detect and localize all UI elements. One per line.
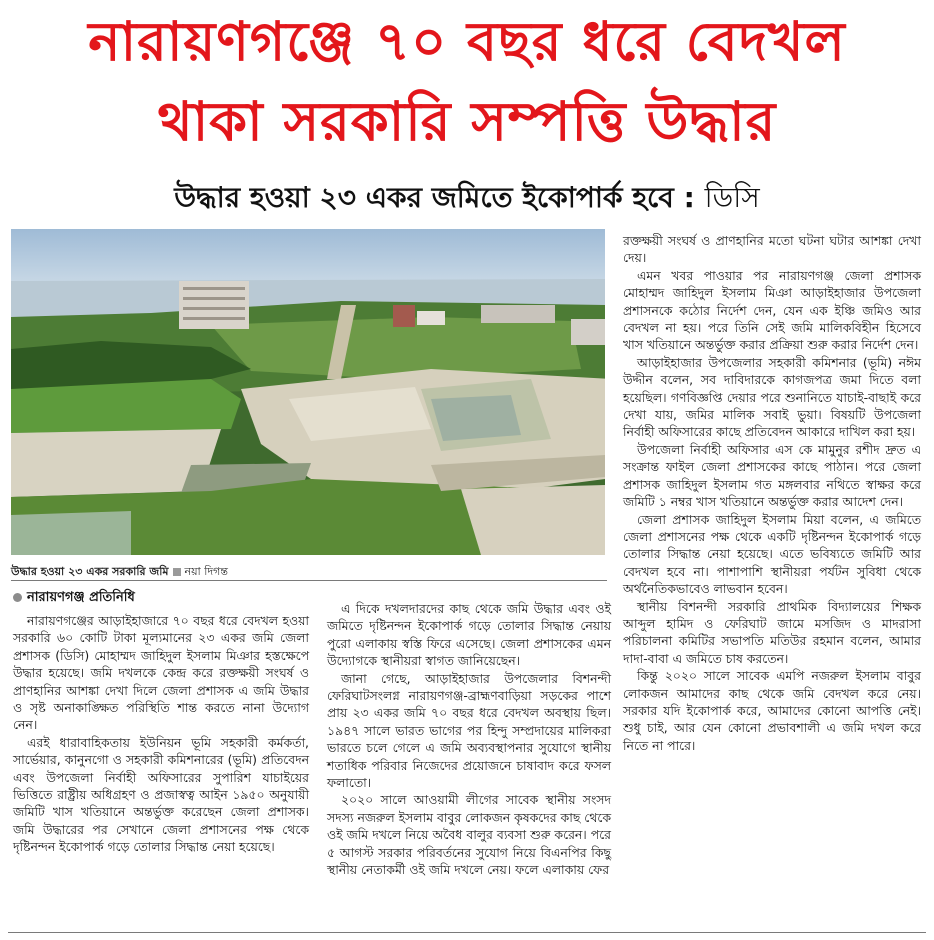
aerial-land-photo	[11, 229, 605, 555]
paragraph: এ দিকে দখলদারদের কাছ থেকে জমি উদ্ধার এবং ওই জমিতে দৃষ্টিনন্দন ইকোপার্ক গড়ে তোলার সিদ্ধান্ত নেয়ায় পুরো এলাকায় স্বস্তি ফিরে এসেছে। জেলা প্রশাসকের এমন উদ্যোগকে স্থানীয়রা স্বাগত জানিয়েছেন।	[327, 601, 611, 669]
paragraph: রক্তক্ষয়ী সংঘর্ষ ও প্রাণহানির মতো ঘটনা ঘটার আশঙ্কা দেখা দেয়।	[623, 233, 921, 266]
headline-line-1: নারায়ণগঞ্জে ৭০ বছর ধরে বেদখল	[88, 10, 846, 73]
paragraph: জানা গেছে, আড়াইহাজার উপজেলার বিশনন্দী ফেরিঘাটসংলগ্ন নারায়ণগঞ্জ-ব্রাহ্মণবাড়িয়া সড়কের পাশে প্রায় ২৩ একর জমি ৭০ বছর ধরে বেদখল অবস্থায় ছিল। ১৯৪৭ সালে ভারত ভাগের পর হিন্দু সম্প্রদায়ের মালিকরা ভারতে চলে গেলে এ জমি অব্যবস্থাপনার সুযোগে স্থানীয় শতাধিক পরিবার নিজেদের প্রয়োজনে চাষাবাদ করে ফসল ফলাতো।	[327, 670, 611, 791]
paragraph: উপজেলা নির্বাহী অফিসার এস কে মামুনুর রশীদ দ্রুত এ সংক্রান্ত ফাইল জেলা প্রশাসকের কাছে পাঠান। পরে জেলা প্রশাসক জাহিদুল ইসলাম গত মঙ্গলবার নথিতে স্বাক্ষর করে জমিটি ১ নম্বর খাস খতিয়ানে অন্তর্ভুক্ত করার আদেশ দেন।	[623, 441, 921, 510]
paragraph: আড়াইহাজার উপজেলার সহকারী কমিশনার (ভূমি) নঈম উদ্দীন বলেন, সব দাবিদারকে কাগজপত্র জমা দিতে বলা হয়েছিল। গণবিজ্ঞপ্তি দেয়ার পরে শুনানিতে যাচাই-বাছাই করে দেখা যায়, জমির মালিক সবাই ভুয়া। বিষয়টি উপজেলা নির্বাহী অফিসারের কাছে প্রতিবেদন আকারে দাখিল করা হয়।	[623, 354, 921, 440]
subheadline	[8, 176, 926, 223]
byline	[13, 588, 313, 609]
photo-caption-text: উদ্ধার হওয়া ২৩ একর সরকারি জমি	[11, 565, 169, 578]
byline-text: নারায়ণগঞ্জ প্রতিনিধি	[27, 590, 135, 605]
paragraph: জেলা প্রশাসক জাহিদুল ইসলাম মিয়া বলেন, এ জমিতে জেলা প্রশাসনের পক্ষ থেকে একটি দৃষ্টিনন্দন ইকোপার্ক গড়ে তোলার সিদ্ধান্ত নেয়া হয়েছে। এতে ভবিষ্যতে জমিটি আর বেদখল হবে না। পাশাপাশি স্থানীয়রা পর্যটন সুবিধা থেকে অর্থনৈতিকভাবেও লাভবান হবেন।	[623, 511, 921, 597]
article-photo	[11, 229, 605, 555]
headline-line-2: থাকা সরকারি সম্পত্তি উদ্ধার	[157, 90, 777, 153]
paragraph: এমন খবর পাওয়ার পর নারায়ণগঞ্জ জেলা প্রশাসক মোহাম্মদ জাহিদুল ইসলাম মিঞা আড়াইহাজার উপজেলা প্রশাসনকে কঠোর নির্দেশ দেন, যেন এক ইঞ্চি জমিও আর বেদখল না হয়। পরে তিনি সেই জমি মালিকবিহীন হিসেবে খাস খতিয়ানে অন্তর্ভুক্ত করার প্রক্রিয়া শুরু করার নির্দেশ দেন।	[623, 267, 921, 353]
paragraph: কিন্তু ২০২০ সালে সাবেক এমপি নজরুল ইসলাম বাবুর লোকজন আমাদের কাছ থেকে জমি বেদখল করে নেয়। সরকার যদি ইকোপার্ক করে, আমাদের কোনো আপত্তি নেই। শুধু চাই, আর যেন কোনো প্রভাবশালী এ জমি দখল করে নিতে না পারে।	[623, 668, 921, 753]
subheadline-text: উদ্ধার হওয়া ২৩ একর জমিতে ইকোপার্ক হবে :	[174, 181, 695, 214]
caption-divider	[11, 580, 607, 581]
article-column-2	[327, 600, 611, 879]
paragraph: স্থানীয় বিশনন্দী সরকারি প্রাথমিক বিদ্যালয়ের শিক্ষক আব্দুল হামিদ ও ফেরিঘাট জামে মসজিদ ও মাদরাসা পরিচালনা কমিটির সভাপতি মতিউর রহমান বলেন, আমার দাদা-বাবা এ জমিতে চাষ করতেন।	[623, 598, 921, 666]
photo-credit: নয়া দিগন্ত	[184, 565, 228, 578]
paragraph: এরই ধারাবাহিকতায় ইউনিয়ন ভূমি সহকারী কর্মকর্তা, সার্ভেয়ার, কানুনগো ও সহকারী কমিশনারের (ভূমি) প্রতিবেদন এবং উপজেলা নির্বাহী অফিসারের সুপারিশ যাচাইয়ের ভিত্তিতে রাষ্ট্রীয় অধিগ্রহণ ও প্রজাস্বত্ব আইন ১৯৫০ অনুযায়ী জমিটি খাস খতিয়ানে অন্তর্ভুক্ত করেছেন জেলা প্রশাসক। জমি উদ্ধারের পর সেখানে জেলা প্রশাসনের পক্ষ থেকে দৃষ্টিনন্দন ইকোপার্ক গড়ে তোলার সিদ্ধান্ত নেয়া হয়েছে।	[13, 734, 309, 855]
bottom-rule	[8, 932, 926, 933]
paragraph: ২০২০ সালে আওয়ামী লীগের সাবেক স্থানীয় সংসদ সদস্য নজরুল ইসলাম বাবুর লোকজন কৃষকদের কাছ থেকে ওই জমি দখলে নিয়ে অবৈধ বালুর ব্যবসা শুরু করেন। পরে ৫ আগস্ট সরকার পরিবর্তনের সুযোগ নিয়ে বিএনপির কিছু স্থানীয় নেতাকর্মী ওই জমি দখলে নেয়। ফলে এলাকায় ফের	[327, 792, 611, 878]
subheadline-speaker: ডিসি	[704, 181, 760, 214]
article-column-3	[623, 232, 921, 754]
caption-separator-square-icon	[173, 568, 181, 576]
paragraph: নারায়ণগঞ্জের আড়াইহাজারে ৭০ বছর ধরে বেদখল হওয়া সরকারি ৬০ কোটি টাকা মূল্যমানের ২৩ একর জমি জেলা প্রশাসক (ডিসি) মোহাম্মদ জাহিদুল ইসলাম মিঞার হস্তক্ষেপে উদ্ধার হয়েছে। জমি দখলকে কেন্দ্র করে রক্তক্ষয়ী সংঘর্ষ ও প্রাণহানির আশঙ্কা দেখা দিলে জেলা প্রশাসক এ জমি উদ্ধার ও সৃষ্ট অনাকাঙ্ক্ষিত পরিস্থিতি শান্ত করতে নানা উদ্যোগ নেন।	[13, 613, 309, 733]
byline-bullet-icon	[13, 593, 22, 602]
article-column-1	[13, 612, 309, 856]
